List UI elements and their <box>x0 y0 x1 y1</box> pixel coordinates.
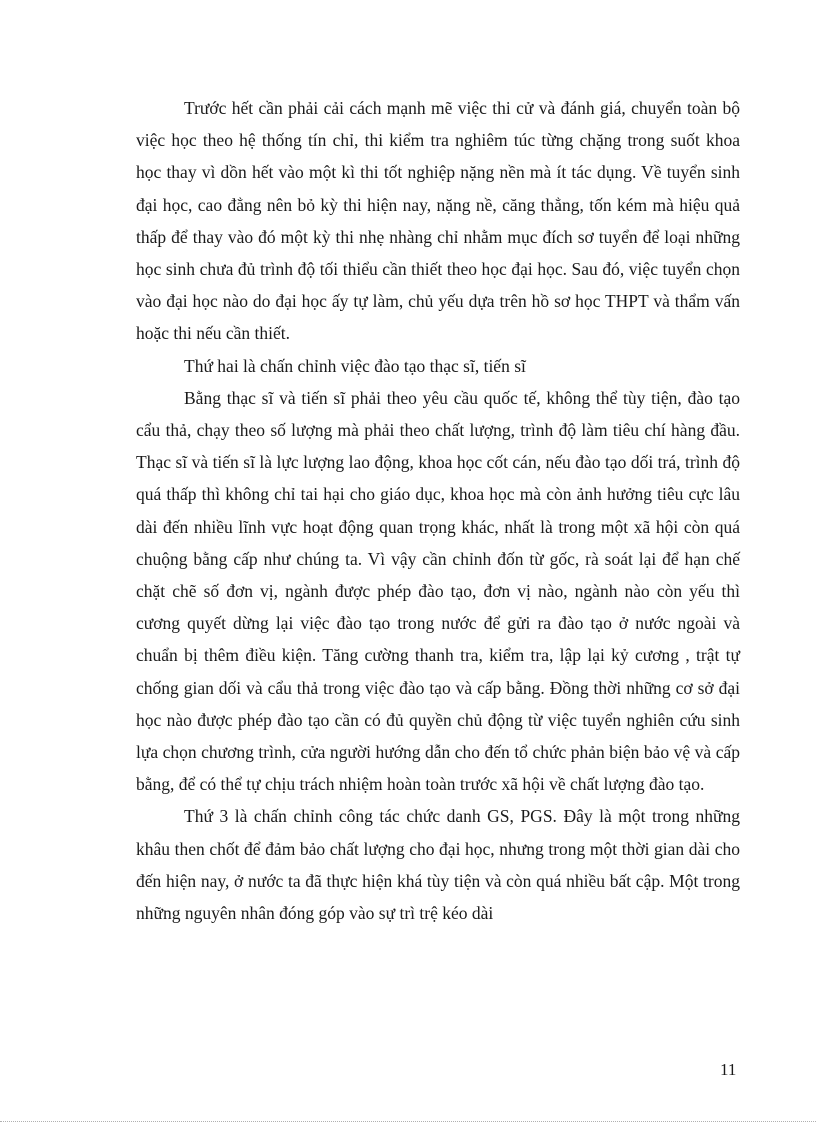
page-bottom-divider <box>0 1121 816 1122</box>
paragraph-postgraduate-training: Bằng thạc sĩ và tiến sĩ phải theo yêu cầu quốc tế, không thể tùy tiện, đào tạo cẩu thả, chạy theo số lượng mà phải theo chất lượng, trình độ làm tiêu chí hàng đầu. Thạc sĩ và tiến sĩ là lực lượng lao động, khoa học cốt cán, nếu đào tạo dối trá, trình độ quá thấp thì không chỉ tai hại cho giáo dục, khoa học mà còn ảnh hưởng tiêu cực lâu dài đến nhiều lĩnh vực hoạt động quan trọng khác, nhất là trong một xã hội còn quá chuộng bằng cấp như chúng ta. Vì vậy cần chỉnh đốn từ gốc, rà soát lại để hạn chế chặt chẽ số đơn vị, ngành được phép đào tạo, đơn vị nào, ngành nào còn yếu thì cương quyết dừng lại việc đào tạo trong nước để gửi ra đào tạo ở nước ngoài và chuẩn bị thêm điều kiện. Tăng cường thanh tra, kiểm tra, lập lại kỷ cương , trật tự chống gian dối và cẩu thả trong việc đào tạo và cấp bằng. Đồng thời những cơ sở đại học nào được phép đào tạo cần có đủ quyền chủ động từ việc tuyển nghiên cứu sinh lựa chọn chương trình, cửa người hướng dẫn cho đến tổ chức phản biện bảo vệ và cấp bằng, để có thể tự chịu trách nhiệm hoàn toàn trước xã hội về chất lượng đào tạo. <box>136 387 740 795</box>
page-number: 11 <box>720 1060 737 1079</box>
paragraph-professor-titles: Thứ 3 là chấn chỉnh công tác chức danh GS, PGS. Đây là một trong những khâu then chốt để đảm bảo chất lượng cho đại học, nhưng trong một thời gian dài cho đến hiện nay, ở nước ta đã thực hiện khá tùy tiện và còn quá nhiều bất cập. Một trong những nguyên nhân đóng góp vào sự trì trệ kéo dài <box>136 806 740 924</box>
body-text <box>136 92 740 929</box>
paragraph-exam-reform: Trước hết cần phải cải cách mạnh mẽ việc thi cử và đánh giá, chuyển toàn bộ việc học theo hệ thống tín chỉ, thi kiểm tra nghiêm túc từng chặng trong suốt khoa học thay vì dồn hết vào một kì thi tốt nghiệp nặng nền mà ít tác dụng. Về tuyển sinh đại học, cao đẳng nên bỏ kỳ thi hiện nay, nặng nề, căng thẳng, tốn kém mà hiệu quả thấp để thay vào đó một kỳ thi nhẹ nhàng chỉ nhằm mục đích sơ tuyển để loại những học sinh chưa đủ trình độ tối thiểu cần thiết theo học đại học. Sau đó, việc tuyển chọn vào đại học nào do đại học ấy tự làm, chủ yếu dựa trên hồ sơ học THPT và thẩm vấn hoặc thi nếu cần thiết. <box>136 98 740 344</box>
paragraph-heading-postgraduate: Thứ hai là chấn chỉnh việc đào tạo thạc sĩ, tiến sĩ <box>184 355 526 376</box>
